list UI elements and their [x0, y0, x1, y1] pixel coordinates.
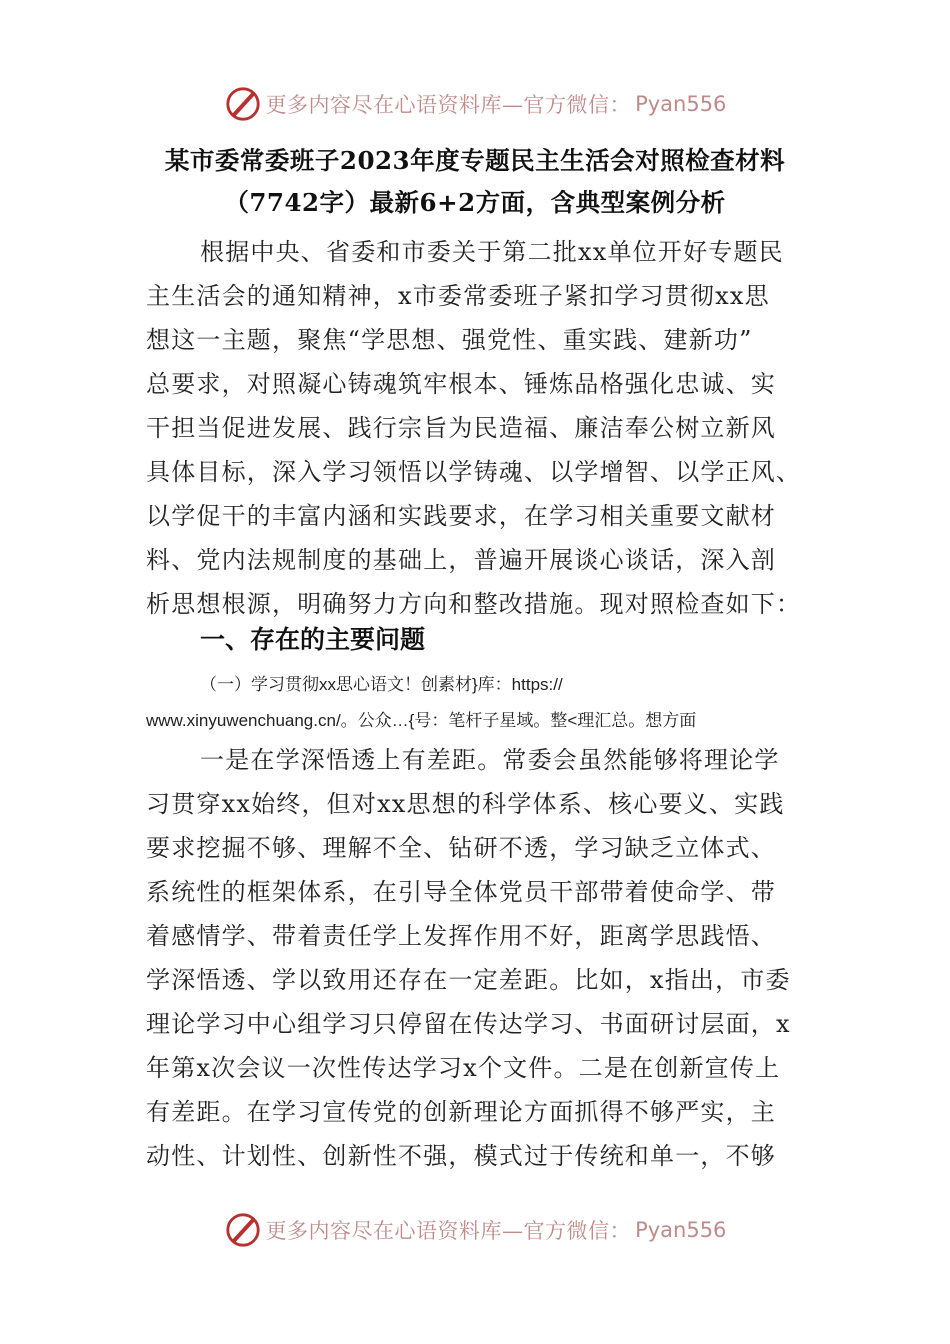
- intro-line: 析思想根源，明确努力方向和整改措施。现对照检查如下：: [146, 590, 802, 618]
- subsection-heading-line1: （一）学习贯彻xx思心语文！创素材}库：https://: [200, 675, 563, 694]
- intro-line: 以学促干的丰富内涵和实践要求，在学习相关重要文献材: [146, 502, 776, 530]
- body-line: 理论学习中心组学习只停留在传达学习、书面研讨层面，x: [146, 1010, 791, 1038]
- body-line: 动性、计划性、创新性不强，模式过于传统和单一，不够: [146, 1142, 776, 1170]
- body-line: 一是在学深悟透上有差距。常委会虽然能够将理论学: [200, 746, 780, 774]
- intro-line: 总要求，对照凝心铸魂筑牢根本、锤炼品格强化忠诚、实: [146, 370, 776, 398]
- watermark-banner-bottom: [0, 1208, 950, 1252]
- intro-line: 想这一主题，聚焦“学思想、强党性、重实践、建新功”: [146, 326, 753, 354]
- body-line: 着感情学、带着责任学上发挥作用不好，距离学思践悟、: [146, 922, 776, 950]
- section-heading: 一、存在的主要问题: [200, 625, 426, 654]
- watermark-text: 更多内容尽在心语资料库—官方微信：: [265, 93, 632, 117]
- intro-line: 具体目标，深入学习领悟以学铸魂、以学增智、以学正风、: [146, 458, 802, 486]
- watermark-banner-top: [0, 82, 950, 126]
- subsection-heading-line2: www.xinyuwenchuang.cn/。公众…{号：笔杆子星域。整<理汇总。想方面: [146, 711, 697, 730]
- intro-line: 根据中央、省委和市委关于第二批xx单位开好专题民: [200, 238, 784, 266]
- intro-line: 主生活会的通知精神，x市委常委班子紧扣学习贯彻xx思: [146, 282, 770, 310]
- body-line: 系统性的框架体系，在引导全体党员干部带着使命学、带: [146, 878, 776, 906]
- body-line: 要求挖掘不够、理解不全、钻研不透，学习缺乏立体式、: [146, 834, 776, 862]
- body-line: 年第x次会议一次性传达学习x个文件。二是在创新宣传上: [146, 1054, 781, 1082]
- body-line: 有差距。在学习宣传党的创新理论方面抓得不够严实，主: [146, 1098, 776, 1126]
- intro-line: 干担当促进发展、践行宗旨为民造福、廉洁奉公树立新风: [146, 414, 776, 442]
- document-title-line1: 某市委常委班子2023年度专题民主生活会对照检查材料: [164, 146, 786, 175]
- quill-logo-icon: [224, 85, 262, 123]
- watermark-wechat-id: Pyan556: [635, 1218, 727, 1242]
- watermark-wechat-id: Pyan556: [635, 92, 727, 116]
- body-line: 习贯穿xx始终，但对xx思想的科学体系、核心要义、实践: [146, 790, 785, 818]
- quill-logo-icon: [224, 1211, 262, 1249]
- body-line: 学深悟透、学以致用还存在一定差距。比如，x指出，市委: [146, 966, 791, 994]
- document-title-line2: （7742字）最新6+2方面，含典型案例分析: [224, 188, 726, 217]
- watermark-text: 更多内容尽在心语资料库—官方微信：: [265, 1219, 632, 1243]
- intro-line: 料、党内法规制度的基础上，普遍开展谈心谈话，深入剖: [146, 546, 776, 574]
